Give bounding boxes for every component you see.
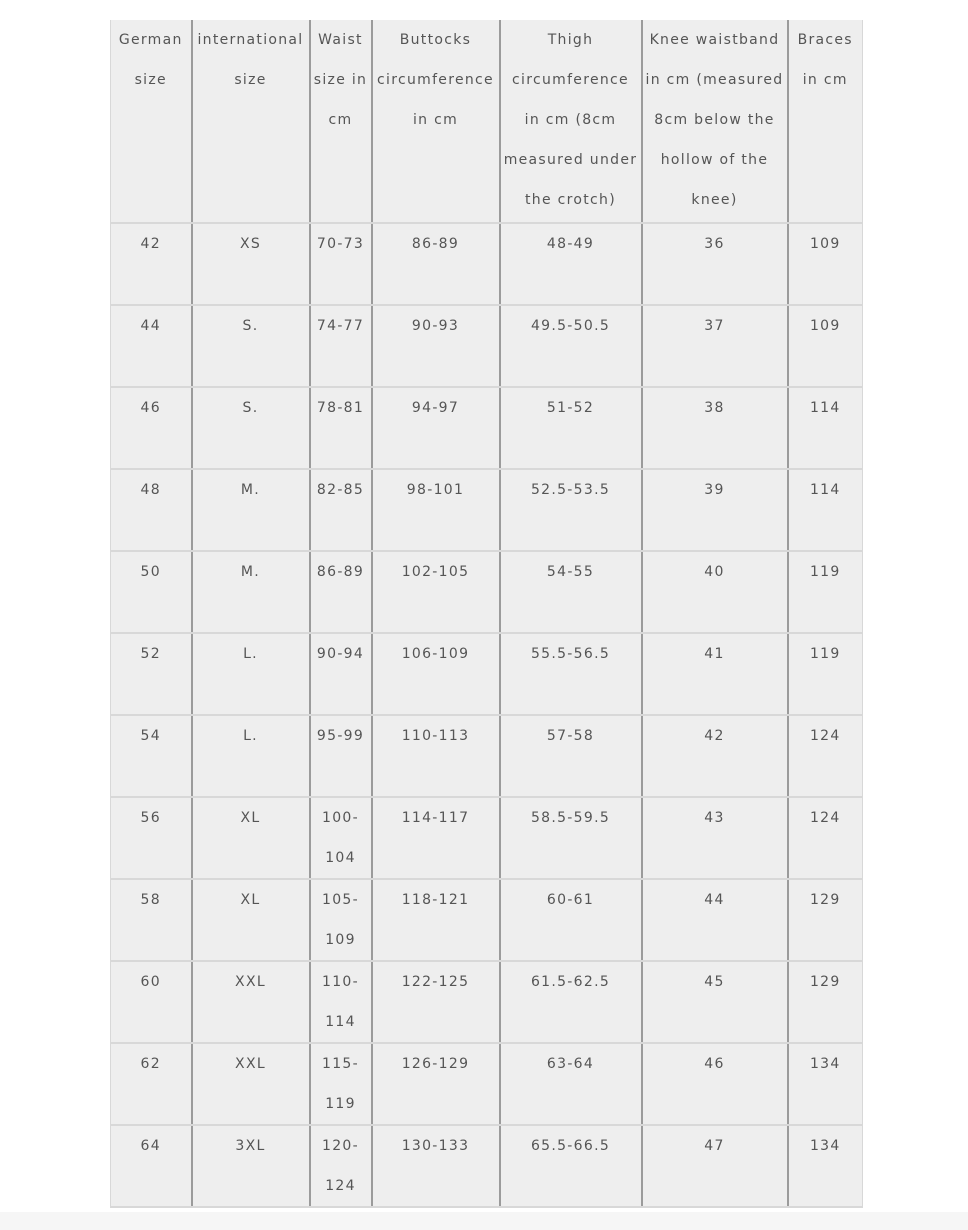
table-row: [111, 387, 863, 469]
cell-waist-size: 70-73: [310, 223, 372, 305]
cell-thigh-circumference: 58.5-59.5: [500, 797, 642, 879]
table-header: [111, 20, 863, 223]
cell-waist-size: 82-85: [310, 469, 372, 551]
cell-knee-waistband: 43: [642, 797, 788, 879]
cell-waist-size: 78-81: [310, 387, 372, 469]
table-row: [111, 633, 863, 715]
cell-international-size: L.: [192, 633, 310, 715]
cell-knee-waistband: 38: [642, 387, 788, 469]
cell-international-size: L.: [192, 715, 310, 797]
table-row: [111, 1125, 863, 1207]
cell-german-size: 42: [111, 223, 192, 305]
cell-international-size: M.: [192, 469, 310, 551]
cell-braces: 119: [788, 551, 863, 633]
cell-thigh-circumference: 61.5-62.5: [500, 961, 642, 1043]
cell-waist-size: 86-89: [310, 551, 372, 633]
cell-international-size: S.: [192, 387, 310, 469]
header-international-size: international size: [192, 20, 310, 223]
table-row: [111, 223, 863, 305]
cell-braces: 109: [788, 223, 863, 305]
cell-german-size: 46: [111, 387, 192, 469]
cell-waist-size: 115-119: [310, 1043, 372, 1125]
cell-buttocks-circumference: 106-109: [372, 633, 500, 715]
cell-waist-size: 74-77: [310, 305, 372, 387]
cell-german-size: 50: [111, 551, 192, 633]
table-row: [111, 305, 863, 387]
cell-thigh-circumference: 54-55: [500, 551, 642, 633]
page-bottom-strip: [0, 1212, 968, 1230]
cell-knee-waistband: 40: [642, 551, 788, 633]
cell-international-size: XXL: [192, 961, 310, 1043]
cell-thigh-circumference: 65.5-66.5: [500, 1125, 642, 1207]
cell-braces: 124: [788, 715, 863, 797]
cell-knee-waistband: 47: [642, 1125, 788, 1207]
cell-braces: 109: [788, 305, 863, 387]
header-knee-waistband: Knee waistband in cm (measured 8cm below the hollow of the knee): [642, 20, 788, 223]
cell-waist-size: 105-109: [310, 879, 372, 961]
table-body: [111, 223, 863, 1207]
cell-buttocks-circumference: 98-101: [372, 469, 500, 551]
cell-waist-size: 110-114: [310, 961, 372, 1043]
cell-knee-waistband: 37: [642, 305, 788, 387]
table-row: [111, 961, 863, 1043]
cell-buttocks-circumference: 86-89: [372, 223, 500, 305]
cell-knee-waistband: 36: [642, 223, 788, 305]
size-chart-table: [110, 20, 863, 1208]
cell-buttocks-circumference: 94-97: [372, 387, 500, 469]
header-thigh-circumference: Thigh circumference in cm (8cm measured under the crotch): [500, 20, 642, 223]
cell-buttocks-circumference: 122-125: [372, 961, 500, 1043]
cell-waist-size: 95-99: [310, 715, 372, 797]
cell-german-size: 60: [111, 961, 192, 1043]
cell-thigh-circumference: 51-52: [500, 387, 642, 469]
cell-knee-waistband: 46: [642, 1043, 788, 1125]
cell-international-size: XL: [192, 879, 310, 961]
table-row: [111, 469, 863, 551]
cell-waist-size: 100-104: [310, 797, 372, 879]
cell-knee-waistband: 42: [642, 715, 788, 797]
cell-international-size: M.: [192, 551, 310, 633]
header-buttocks-circumference: Buttocks circumference in cm: [372, 20, 500, 223]
cell-buttocks-circumference: 110-113: [372, 715, 500, 797]
cell-knee-waistband: 44: [642, 879, 788, 961]
cell-german-size: 52: [111, 633, 192, 715]
cell-braces: 124: [788, 797, 863, 879]
cell-thigh-circumference: 48-49: [500, 223, 642, 305]
table-row: [111, 551, 863, 633]
cell-german-size: 54: [111, 715, 192, 797]
header-braces: Braces in cm: [788, 20, 863, 223]
cell-waist-size: 90-94: [310, 633, 372, 715]
cell-buttocks-circumference: 118-121: [372, 879, 500, 961]
cell-buttocks-circumference: 90-93: [372, 305, 500, 387]
cell-international-size: S.: [192, 305, 310, 387]
cell-braces: 129: [788, 879, 863, 961]
cell-braces: 114: [788, 469, 863, 551]
cell-thigh-circumference: 52.5-53.5: [500, 469, 642, 551]
table-row: [111, 797, 863, 879]
cell-waist-size: 120-124: [310, 1125, 372, 1207]
cell-german-size: 56: [111, 797, 192, 879]
cell-thigh-circumference: 60-61: [500, 879, 642, 961]
cell-german-size: 64: [111, 1125, 192, 1207]
cell-knee-waistband: 41: [642, 633, 788, 715]
cell-german-size: 58: [111, 879, 192, 961]
cell-international-size: XS: [192, 223, 310, 305]
cell-buttocks-circumference: 130-133: [372, 1125, 500, 1207]
cell-buttocks-circumference: 102-105: [372, 551, 500, 633]
cell-knee-waistband: 39: [642, 469, 788, 551]
cell-german-size: 48: [111, 469, 192, 551]
cell-braces: 134: [788, 1125, 863, 1207]
table-row: [111, 1043, 863, 1125]
header-row: [111, 20, 863, 223]
cell-international-size: XXL: [192, 1043, 310, 1125]
cell-thigh-circumference: 63-64: [500, 1043, 642, 1125]
cell-german-size: 62: [111, 1043, 192, 1125]
cell-german-size: 44: [111, 305, 192, 387]
cell-thigh-circumference: 49.5-50.5: [500, 305, 642, 387]
cell-braces: 129: [788, 961, 863, 1043]
cell-knee-waistband: 45: [642, 961, 788, 1043]
cell-international-size: XL: [192, 797, 310, 879]
cell-braces: 119: [788, 633, 863, 715]
table-row: [111, 715, 863, 797]
cell-international-size: 3XL: [192, 1125, 310, 1207]
cell-thigh-circumference: 57-58: [500, 715, 642, 797]
cell-braces: 114: [788, 387, 863, 469]
cell-braces: 134: [788, 1043, 863, 1125]
cell-buttocks-circumference: 114-117: [372, 797, 500, 879]
cell-buttocks-circumference: 126-129: [372, 1043, 500, 1125]
table-row: [111, 879, 863, 961]
cell-thigh-circumference: 55.5-56.5: [500, 633, 642, 715]
header-waist-size: Waist size in cm: [310, 20, 372, 223]
header-german-size: German size: [111, 20, 192, 223]
